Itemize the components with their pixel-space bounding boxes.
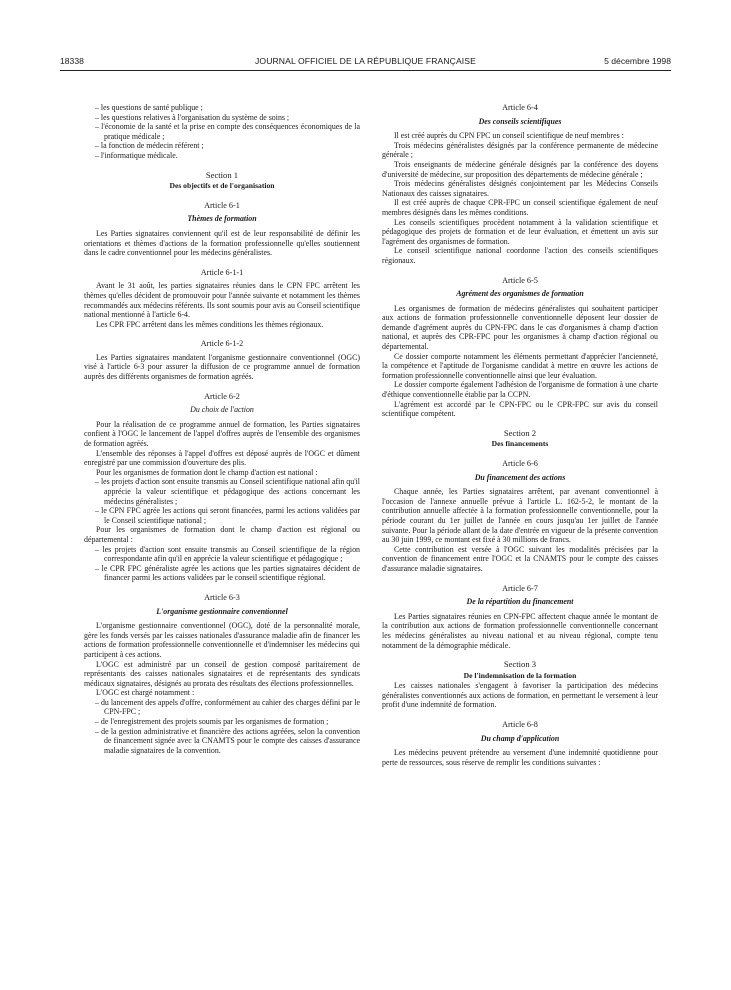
right-column — [382, 103, 658, 767]
article-heading: Article 6-3 — [204, 592, 240, 602]
article-heading: Article 6-4 — [502, 103, 538, 112]
page-header — [60, 54, 671, 71]
article-title: De la répartition du financement — [466, 597, 574, 607]
article-heading: Article 6-6 — [502, 459, 538, 468]
article-title: Du financement des actions — [474, 472, 566, 482]
paragraph: L'ensemble des réponses à l'appel d'offres est déposé auprès de l'OGC et dûment enregistré par une commission d'ouverture des plis. — [84, 448, 360, 468]
article-heading: Article 6-1 — [204, 200, 240, 210]
article-title: Du choix de l'action — [190, 405, 254, 415]
journal-title: JOURNAL OFFICIEL DE LA RÉPUBLIQUE FRANÇAISE — [255, 56, 476, 66]
article-heading: Article 6-5 — [502, 275, 538, 285]
list-item: – l'informatique médicale. — [95, 150, 178, 160]
paragraph: Il est créé auprès de chaque CPR-FPC un conseil scientifique également de neuf membres désignés dans les mêmes conditions. — [382, 198, 658, 217]
paragraph: Pour les organismes de formation dont le champ d'action est national : — [96, 467, 318, 477]
left-column — [84, 103, 360, 755]
list-item: – de la gestion administrative et financière des actions agréées, selon la convention de financement signée avec la CNAMTS pour le compte des caisses d'assurance maladie signataires de la convention. — [95, 726, 360, 755]
section-heading: Section 1 — [205, 169, 239, 180]
section-title: De l'indemnisation de la formation — [463, 670, 577, 680]
paragraph: Les médecins peuvent prétendre au versement d'une indemnité quotidienne pour perte de ressources, sous réserve de remplir les conditions suivantes : — [382, 748, 658, 767]
article-title: Thèmes de formation — [187, 214, 257, 224]
article-heading: Article 6-1-2 — [200, 339, 244, 349]
paragraph: Les conseils scientifiques procèdent notamment à la validation scientifique et pédagogique des projets de formation et de leur évaluation, et émettent un avis sur l'agrément des organismes de formation. — [382, 217, 658, 246]
list-item: – le CPR FPC généraliste agrée les actions que les parties signataires décident de financer parmi les actions validées par le conseil scientifique régional. — [95, 563, 360, 583]
section-heading: Section 2 — [503, 427, 537, 438]
paragraph: Trois enseignants de médecine générale désignés par la conférence des doyens d'université de médecine, sur proposition des départements de médecine générale ; — [382, 159, 658, 179]
article-title: L'organisme gestionnaire conventionnel — [156, 606, 288, 616]
paragraph: Les CPR FPC arrêtent dans les mêmes conditions les thèmes régionaux. — [96, 319, 324, 329]
article-title: Agrément des organismes de formation — [456, 289, 584, 299]
paragraph: Cette contribution est versée à l'OGC suivant les modalités précisées par la convention de financement entre l'OGC et la CNAMTS pour le compte des caisses d'assurance maladie signataires. — [382, 544, 658, 573]
paragraph: L'organisme gestionnaire conventionnel (OGC), doté de la personnalité morale, gère les fonds versés par les caisses nationales d'assurance maladie afin de financer les actions de formation professionnelle conventionnelle et d'indemniser les médecins qui participent à ces actions. — [84, 621, 360, 659]
paragraph: Les Parties signataires conviennent qu'il est de leur responsabilité de définir les orientations et thèmes d'actions de la formation professionnelle qu'elles soutiennent dans le cadre conventionnel pour les médecins généralistes. — [84, 228, 360, 258]
section-title: Des financements — [491, 439, 549, 449]
paragraph: L'OGC est chargé notamment : — [96, 688, 195, 698]
paragraph: Trois médecins généralistes désignés conjointement par les Médecins Conseils Nationaux des caisses signataires. — [382, 179, 658, 198]
paragraph: Les organismes de formation de médecins généralistes qui souhaitent participer aux actions de formation professionnelle conventionnelle déposent leur dossier de demande d'agrément auprès du CPN-FPC dans le cas d'organismes à champ d'action national, et auprès des CPR-FPC pour les organismes à champ d'action régional ou départemental. — [382, 303, 658, 352]
publication-date: 5 décembre 1998 — [604, 56, 671, 66]
paragraph: L'agrément est accordé par le CPN-FPC ou le CPR-FPC sur avis du conseil scientifique compétent. — [382, 399, 658, 419]
list-item: – les projets d'action sont ensuite transmis au Conseil scientifique de la région correspondante afin qu'il en apprécie la valeur scientifique et pédagogique ; — [95, 544, 360, 564]
article-title: Du champ d'application — [480, 733, 560, 743]
paragraph: Le conseil scientifique national coordonne l'action des conseils scientifiques régionaux. — [382, 246, 658, 265]
article-title: Des conseils scientifiques — [478, 116, 562, 126]
list-item: – la fonction de médecin référent ; — [95, 141, 204, 151]
paragraph: Il est créé auprès du CPN FPC un conseil scientifique de neuf membres : — [394, 131, 624, 141]
paragraph: Avant le 31 août, les parties signataires réunies dans le CPN FPC arrêtent les thèmes qu'elles décident de promouvoir pour l'année suivante et notamment les thèmes recommandés aux médecins référents. Ils sont soumis pour avis au Conseil scientifique national mentionné à l'article 6-4. — [84, 281, 360, 320]
paragraph: Ce dossier comporte notamment les éléments permettant d'apprécier l'ancienneté, la compétence et l'aptitude de l'organisme candidat à mettre en œuvre les actions de formation professionnelle conventionnelle ainsi que leur évaluation. — [382, 351, 658, 380]
paragraph: Chaque année, les Parties signataires arrêtent, par avenant conventionnel à l'occasion de l'annexe annuelle prévue à l'article L. 162-5-2, le montant de la contribution annuelle affectée à la formation professionnelle conventionnelle, pour la période courant du 1er juillet de l'année en cours jusqu'au 1er juillet de l'année suivante. Pour la période allant de la date d'entrée en vigueur de la présente convention au 30 juin 1999, ce montant est fixé à 30 millions de francs. — [382, 487, 658, 545]
article-heading: Article 6-8 — [502, 720, 538, 730]
paragraph: Trois médecins généralistes désignés par la conférence permanente de médecine générale ; — [382, 140, 658, 160]
page-number: 18338 — [60, 56, 84, 66]
paragraph: L'OGC est administré par un conseil de gestion composé paritairement de représentants des caisses nationales signataires et de représentants des syndicats médicaux signataires, désignés au prorata des résultats des élections professionnelles. — [84, 659, 360, 688]
paragraph: Le dossier comporte également l'adhésion de l'organisme de formation à une charte d'éthique conventionnelle établie par la CCPN. — [382, 380, 658, 400]
paragraph: Pour la réalisation de ce programme annuel de formation, les Parties signataires confient à l'OGC le lancement de l'appel d'offres auprès de l'ensemble des organismes de formation agréés. — [84, 419, 360, 449]
article-heading: Article 6-7 — [502, 583, 538, 593]
paragraph: Les Parties signataires réunies en CPN-FPC affectent chaque année le montant de la contribution aux actions de formation professionnelle conventionnelle concernant les médecins généralistes au niveau national et au niveau régional, compte tenu notamment de la démographie médicale. — [382, 611, 658, 650]
paragraph: Les Parties signataires mandatent l'organisme gestionnaire conventionnel (OGC) visé à l'article 6-3 pour assurer la diffusion de ce programme annuel de formation auprès des différents organismes de formation agréés. — [84, 352, 360, 382]
list-item: – de l'enregistrement des projets soumis par les organismes de formation ; — [95, 717, 329, 727]
list-item: – les questions de santé publique ; — [95, 103, 203, 112]
section-title: Des objectifs et de l'organisation — [169, 181, 275, 191]
paragraph: Pour les organismes de formation dont le champ d'action est régional ou départemental : — [84, 525, 360, 544]
article-heading: Article 6-1-1 — [200, 267, 244, 277]
list-item: – l'économie de la santé et la prise en compte des conséquences économiques de la pratique médicale ; — [95, 122, 360, 141]
article-heading: Article 6-2 — [204, 391, 240, 401]
list-item: – du lancement des appels d'offre, conformément au cahier des charges défini par le CPN-FPC ; — [95, 697, 360, 717]
paragraph: Les caisses nationales s'engagent à favoriser la participation des médecins généralistes conventionnés aux actions de formation, en permettant le versement à leur profit d'une indemnité de formation. — [382, 681, 658, 710]
list-item: – le CPN FPC agrée les actions qui seront financées, parmi les actions validées par le Conseil scientifique national ; — [95, 506, 360, 525]
list-item: – les projets d'action sont ensuite transmis au Conseil scientifique national afin qu'il apprécie la valeur scientifique et pédagogique des actions concernant les médecins généralistes ; — [95, 477, 360, 506]
list-item: – les questions relatives à l'organisation du système de soins ; — [95, 112, 290, 122]
section-heading: Section 3 — [503, 659, 537, 670]
